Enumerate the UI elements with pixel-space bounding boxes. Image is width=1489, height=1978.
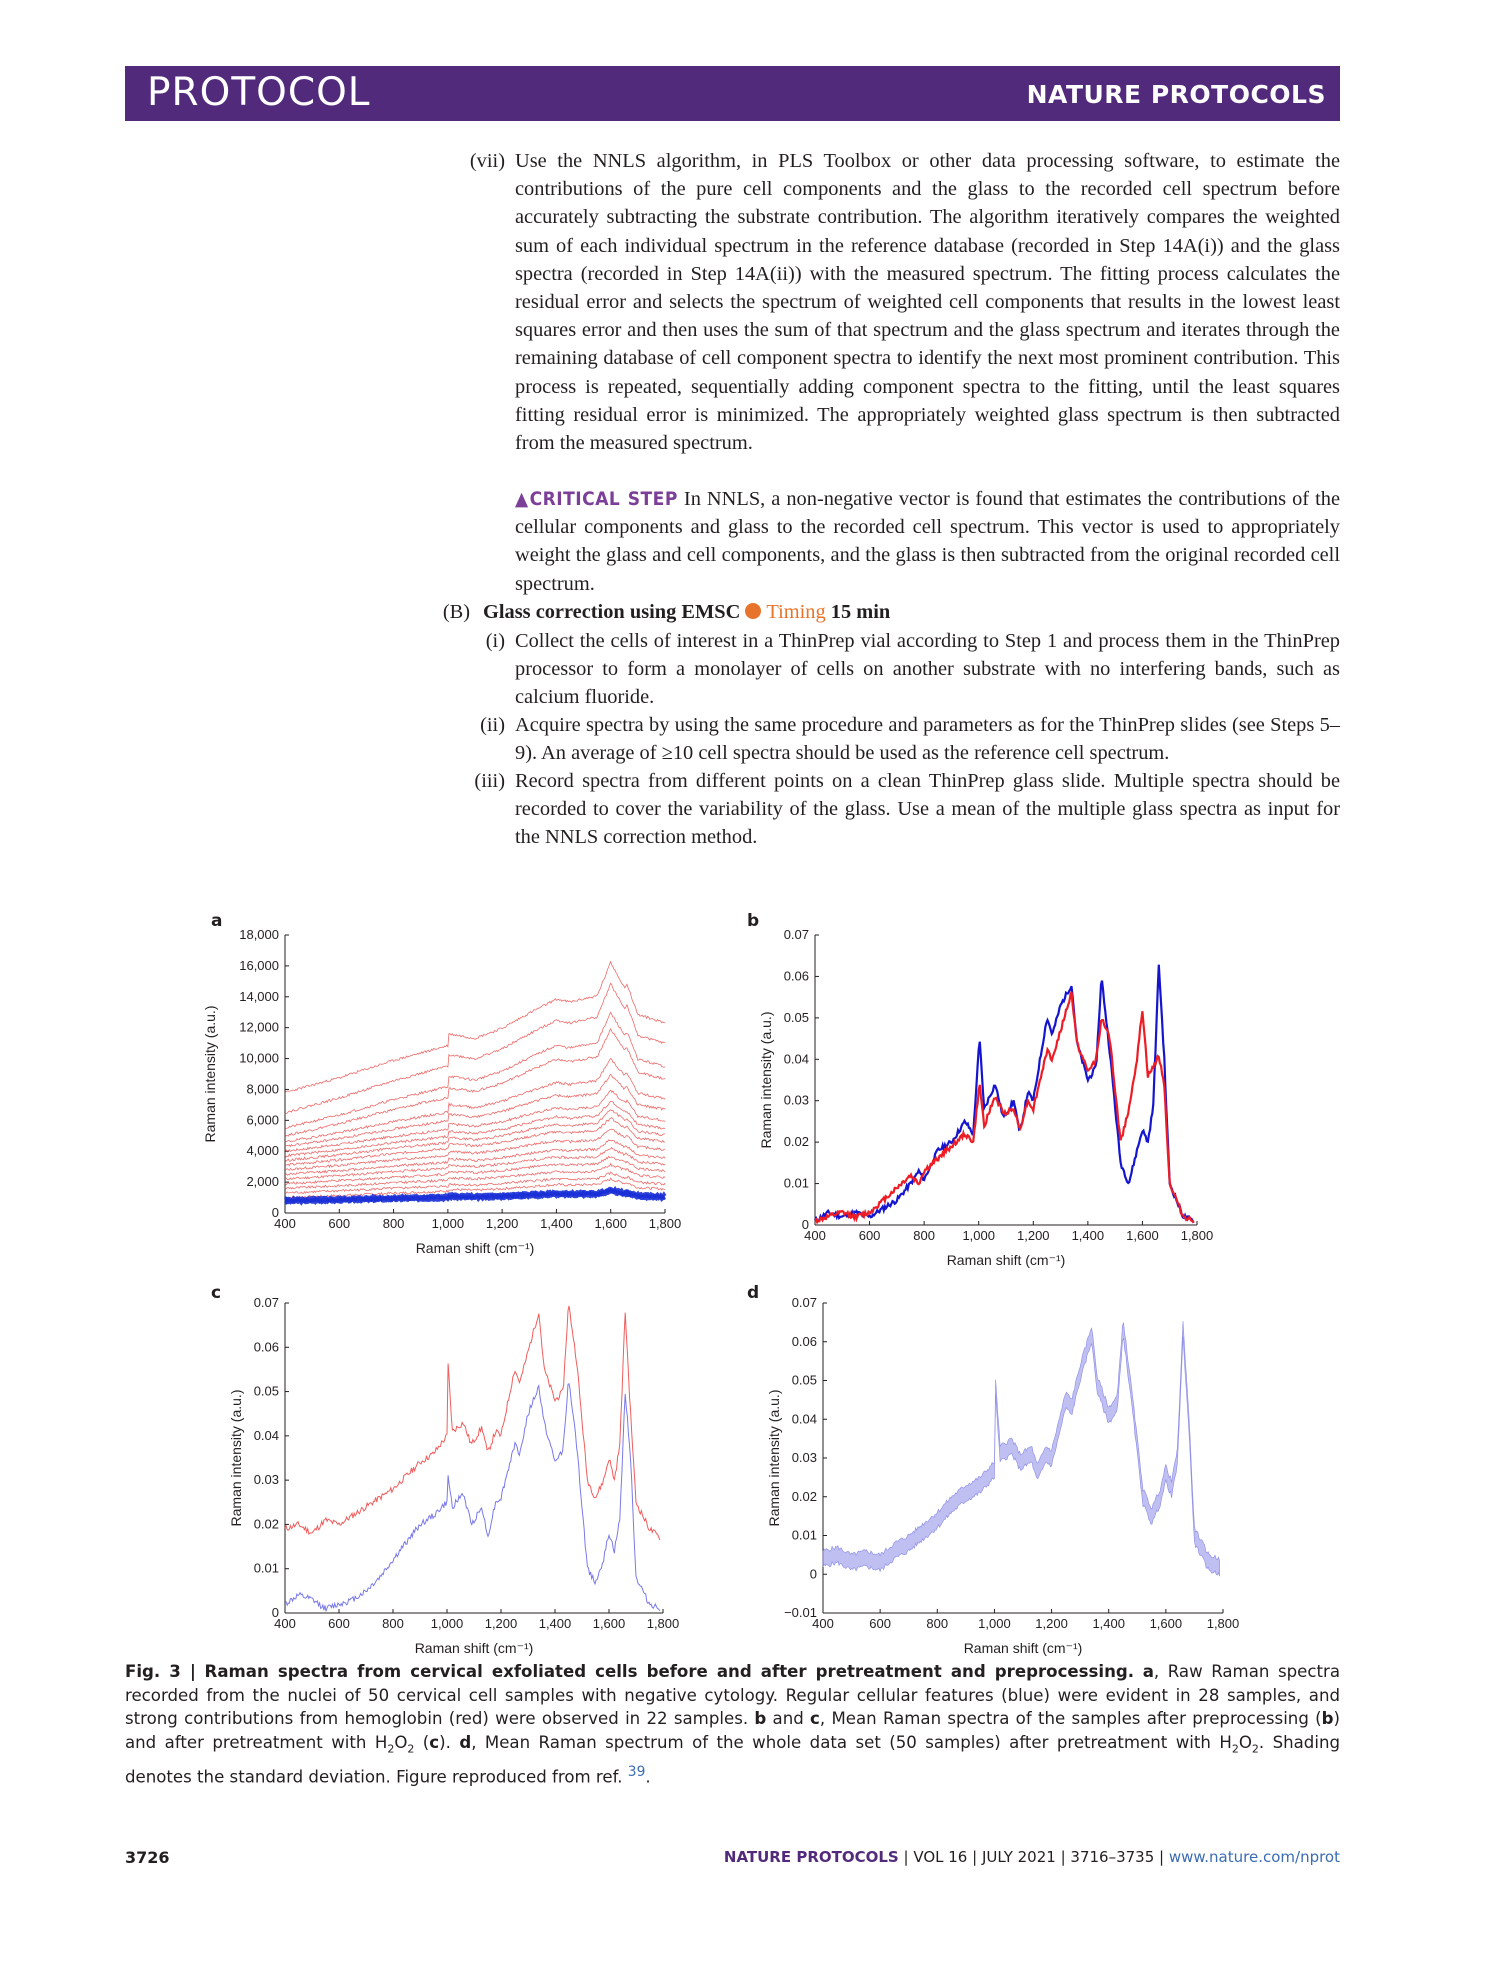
- figure-caption: Fig. 3 | Raman spectra from cervical exfoliated cells before and after pretreatment and preprocessing. a, Raw Raman spectra recorded from the nuclei of 50 cervical cell samples with negative cytology. Regular cellular features (blue) were evident in 28 samples, and strong contributions from hemoglobin (red) were observed in 22 samples. b and c, Mean Raman spectra of the samples after preprocessing (b) and after pretreatment with $H_2O_2$ (c). d, Mean Raman spectrum of the whole data set (50 samples) after pretreatment with $H_2O_2$. Shading denotes the standard deviation. Figure reproduced from ref. $^{39}$.: [125, 1662, 1340, 1787]
- step-label-b-iii: (iii): [474, 770, 505, 792]
- x-tick-label: 800: [382, 1216, 405, 1231]
- x-tick-label: 800: [913, 1228, 935, 1243]
- y-tick-label: 0.02: [791, 1488, 817, 1504]
- x-tick-label: 400: [812, 1616, 834, 1631]
- series-line-red: [285, 1101, 665, 1157]
- x-tick-label: 1,200: [484, 1616, 518, 1631]
- x-tick-label: 400: [274, 1216, 296, 1231]
- x-tick-label: 1,200: [1017, 1228, 1050, 1243]
- x-tick-label: 1,000: [430, 1616, 464, 1631]
- y-tick-label: 0.06: [253, 1339, 279, 1355]
- series-line-b: [815, 992, 1194, 1223]
- journal-name: NATURE PROTOCOLS: [1026, 80, 1326, 109]
- y-tick-label: 0: [809, 1566, 817, 1582]
- x-axis-label: Raman shift (cm⁻¹): [963, 1640, 1083, 1656]
- series-line-a: [285, 1306, 660, 1540]
- section-label-b: (B): [442, 601, 470, 623]
- y-tick-label: 8,000: [246, 1081, 279, 1097]
- caption-a-text: Raw Raman spectra recorded from the nuclei of 50 cervical cell samples with negative cytology. Regular cellular features (blue) were evident in 28 samples, and strong contributions from hemoglobin (red) were observed in 22 samples.: [125, 1662, 1340, 1729]
- y-tick-label: 6,000: [246, 1112, 279, 1128]
- y-tick-label: 0.02: [783, 1134, 809, 1150]
- x-tick-label: 600: [328, 1616, 350, 1631]
- y-tick-label: −0.01: [784, 1605, 817, 1620]
- y-tick-label: 18,000: [239, 927, 279, 942]
- chart-b: [755, 915, 1260, 1275]
- footer-journal: NATURE PROTOCOLS: [723, 1848, 899, 1866]
- y-tick-label: 0.01: [783, 1175, 809, 1191]
- x-tick-label: 400: [804, 1228, 826, 1243]
- caption-d-text-1: Mean Raman spectrum of the whole data set (50 samples) after pretreatment with H: [484, 1732, 1232, 1752]
- step-text-b-i: Collect the cells of interest in a ThinPrep vial according to Step 1 and process them in the ThinPrep processor to form a monolayer of cells on another substrate with no interfering bands, such as calcium fluoride.: [515, 630, 1340, 709]
- y-tick-label: 12,000: [239, 1019, 279, 1035]
- x-tick-label: 600: [858, 1228, 881, 1243]
- x-tick-label: 1,800: [1206, 1616, 1240, 1631]
- timing-dot-icon: [745, 603, 761, 619]
- y-tick-label: 0.04: [253, 1427, 279, 1443]
- page-number: 3726: [125, 1848, 170, 1867]
- y-tick-label: 0.07: [791, 1295, 817, 1310]
- y-tick-label: 0.05: [253, 1383, 279, 1399]
- y-tick-label: 0.02: [253, 1516, 279, 1532]
- critical-step: [515, 485, 1340, 598]
- x-tick-label: 1,800: [646, 1616, 680, 1631]
- y-tick-label: 16,000: [239, 957, 279, 973]
- timing-label: Timing: [766, 601, 826, 623]
- y-axis-label: Raman intensity (a.u.): [758, 1011, 774, 1149]
- y-tick-label: 0.01: [253, 1560, 279, 1576]
- series-line-b: [285, 1384, 660, 1612]
- x-tick-label: 1,600: [1149, 1616, 1183, 1631]
- panel-letter-b: b: [747, 911, 760, 931]
- y-tick-label: 10,000: [239, 1050, 279, 1066]
- y-tick-label: 0.06: [791, 1333, 817, 1349]
- panel-letter-a: a: [211, 911, 223, 931]
- panel-letter-c: c: [211, 1283, 222, 1303]
- x-tick-label: 1,000: [962, 1228, 995, 1243]
- x-tick-label: 1,600: [594, 1216, 627, 1231]
- y-tick-label: 0.07: [253, 1295, 279, 1310]
- series-line-red: [285, 1074, 665, 1146]
- y-tick-label: 0.03: [791, 1450, 817, 1465]
- y-tick-label: 0.03: [783, 1092, 809, 1108]
- caption-bc-text-1: Mean Raman spectra of the samples after preprocessing (: [831, 1709, 1322, 1729]
- section-b-title: Glass correction using EMSC: [483, 601, 741, 623]
- y-tick-label: 0.04: [783, 1051, 809, 1067]
- y-tick-label: 14,000: [239, 988, 279, 1004]
- series-line-red: [285, 962, 665, 1094]
- chart-d: [745, 1283, 1265, 1656]
- footer-vol: | VOL 16 | JULY 2021 | 3716–3735 |: [903, 1848, 1165, 1866]
- step-text-b-ii: Acquire spectra by using the same procedure and parameters as for the ThinPrep slides (see Steps 5–9). An average of ≥10 cell spectra should be used as the reference cell spectrum.: [515, 714, 1340, 765]
- x-tick-label: 1,800: [648, 1216, 682, 1231]
- y-tick-label: 0.06: [783, 968, 809, 984]
- y-tick-label: 0.01: [791, 1527, 817, 1543]
- critical-step-label: ▲CRITICAL STEP: [515, 488, 678, 510]
- x-axis-label: Raman shift (cm⁻¹): [414, 1640, 534, 1656]
- series-line-red: [285, 1110, 665, 1161]
- chart-c: [205, 1283, 720, 1656]
- footer-url[interactable]: www.nature.com/nprot: [1168, 1848, 1340, 1866]
- sd-band: [823, 1321, 1220, 1576]
- x-tick-label: 1,800: [1180, 1228, 1214, 1243]
- x-tick-label: 1,400: [1092, 1616, 1125, 1631]
- panel-letter-d: d: [747, 1283, 760, 1303]
- timing-value: 15 min: [830, 601, 891, 623]
- x-tick-label: 1,400: [540, 1216, 573, 1231]
- section-b-heading: [483, 598, 1343, 626]
- x-tick-label: 400: [274, 1616, 296, 1631]
- y-tick-label: 0.05: [783, 1009, 809, 1025]
- x-tick-label: 600: [869, 1616, 891, 1631]
- y-axis-label: Raman intensity (a.u.): [766, 1389, 782, 1527]
- x-tick-label: 1,000: [431, 1216, 465, 1231]
- x-tick-label: 600: [328, 1216, 351, 1231]
- x-tick-label: 800: [382, 1616, 404, 1631]
- series-line-a: [815, 965, 1194, 1223]
- x-tick-label: 800: [926, 1616, 949, 1631]
- y-tick-label: 0: [271, 1605, 279, 1620]
- step-text-b-iii: Record spectra from different points on a clean ThinPrep glass slide. Multiple spectra should be recorded to cover the variability of the glass. Use a mean of the multiple glass spectra as input for the NNLS correction method.: [515, 770, 1340, 849]
- caption-title: Raman spectra from cervical exfoliated cells before and after pretreatment and preprocessing.: [204, 1662, 1135, 1681]
- y-tick-label: 4,000: [246, 1143, 279, 1159]
- step-label-b-ii: (ii): [480, 714, 505, 736]
- step-label-b-i: (i): [485, 630, 505, 652]
- x-tick-label: 1,400: [1071, 1228, 1105, 1243]
- y-axis-label: Raman intensity (a.u.): [202, 1005, 218, 1143]
- y-tick-label: 0.07: [783, 927, 809, 942]
- x-tick-label: 1,600: [1126, 1228, 1159, 1243]
- section-label: PROTOCOL: [147, 70, 371, 115]
- y-tick-label: 2,000: [246, 1174, 279, 1190]
- step-label-vii: (vii): [469, 150, 505, 172]
- caption-bc-text-2: ) and after pretreatment with H: [125, 1709, 1340, 1752]
- y-tick-label: 0.04: [791, 1411, 817, 1427]
- caption-ref[interactable]: 39: [627, 1763, 646, 1780]
- header-bar: [125, 66, 1340, 121]
- x-tick-label: 1,400: [538, 1616, 572, 1631]
- x-axis-label: Raman shift (cm⁻¹): [415, 1240, 535, 1256]
- y-tick-label: 0.05: [791, 1372, 817, 1388]
- y-tick-label: 0.03: [253, 1472, 279, 1488]
- critical-step-text: In NNLS, a non-negative vector is found that estimates the contributions of the cellular components and glass to the recorded cell spectrum. This vector is used to appropriately weight the glass and cell components, and the glass is then subtracted from the original recorded cell spectrum.: [515, 488, 1341, 595]
- y-tick-label: 0: [801, 1217, 809, 1232]
- chart-a: [202, 915, 705, 1275]
- step-text-vii: Use the NNLS algorithm, in PLS Toolbox or other data processing software, to estimate the contributions of the pure cell components and the glass to the recorded cell spectrum before accurately subtracting the substrate contribution. The algorithm iteratively compares the weighted sum of each individual spectrum in the reference database (recorded in Step 14A(i)) and the glass spectra (recorded in Step 14A(ii)) with the measured spectrum. The fitting process calculates the residual error and selects the spectrum of weighted cell components that results in the lowest least squares error and then uses the sum of that spectrum and the glass spectrum and iterates through the remaining database of cell component spectra to identify the next most prominent contribution. This process is repeated, sequentially adding component spectra to the fitting, until the least squares fitting residual error is minimized. The appropriately weighted glass spectrum is then subtracted from the measured spectrum.: [515, 150, 1340, 455]
- y-tick-label: 0: [271, 1205, 279, 1220]
- x-tick-label: 1,200: [485, 1216, 519, 1231]
- x-tick-label: 1,600: [592, 1616, 626, 1631]
- x-tick-label: 1,000: [978, 1616, 1011, 1631]
- x-tick-label: 1,200: [1035, 1616, 1068, 1631]
- caption-d-text-2: . Shading denotes the standard deviation. Figure reproduced from ref.: [125, 1732, 1340, 1787]
- footer-citation: [724, 1848, 1340, 1866]
- series-line-red: [285, 1059, 665, 1142]
- y-axis-label: Raman intensity (a.u.): [228, 1389, 244, 1527]
- caption-fig-label: Fig. 3 |: [125, 1662, 196, 1681]
- x-axis-label: Raman shift (cm⁻¹): [946, 1252, 1066, 1268]
